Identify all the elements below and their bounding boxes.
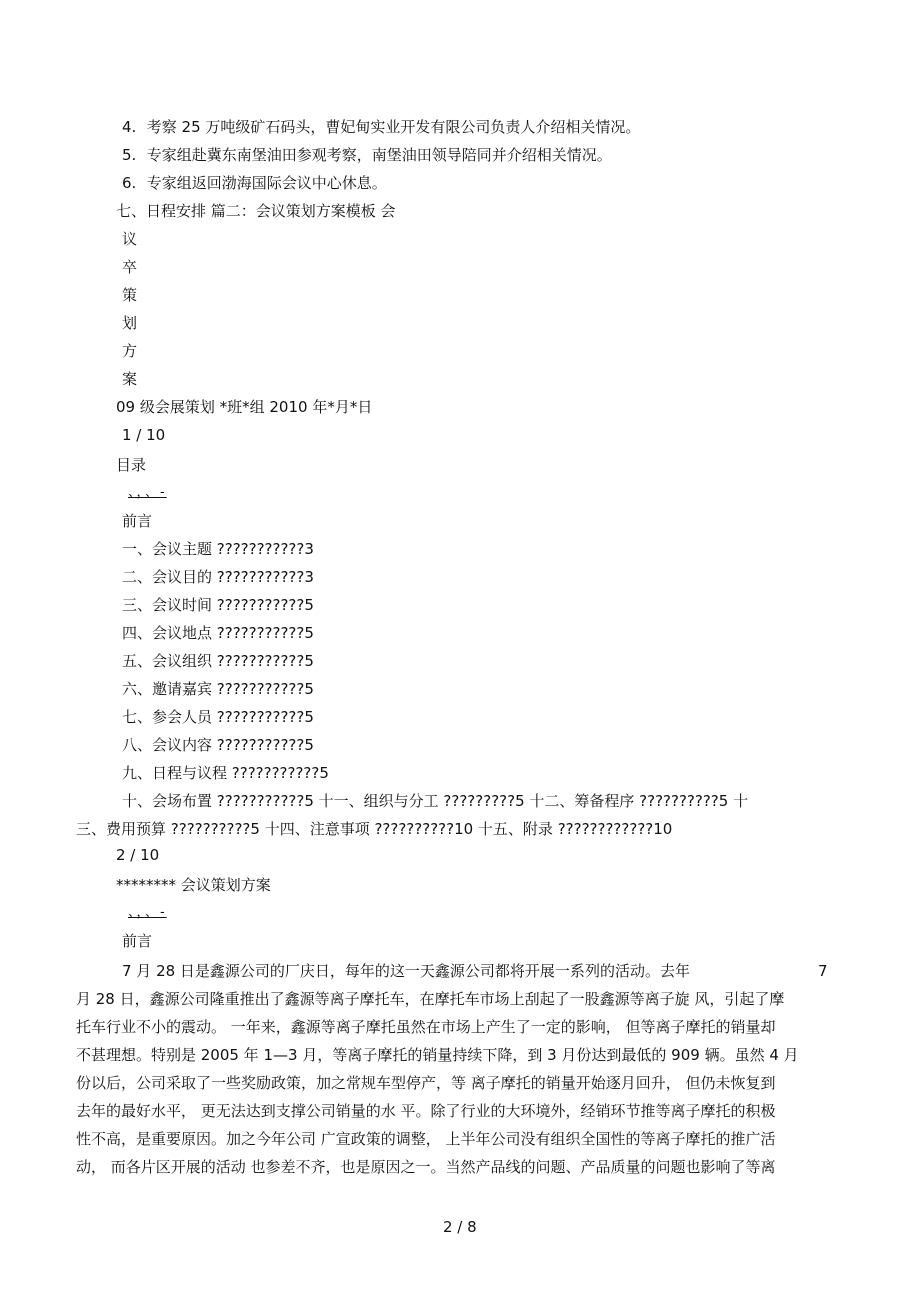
list-number: 6. bbox=[122, 174, 137, 192]
toc-item: 七、参会人员 ???????????5 bbox=[122, 708, 314, 726]
toc-item: 八、会议内容 ???????????5 bbox=[122, 736, 314, 754]
plan-preface: 前言 bbox=[122, 932, 153, 950]
body-line: 份以后，公司采取了一些奖励政策，加之常规车型停产，等 离子摩托的销量开始逐月回升， 但仍未恢复到 bbox=[76, 1074, 776, 1092]
toc-item: 九、日程与议程 ???????????5 bbox=[122, 764, 329, 782]
toc-item: 二、会议目的 ???????????3 bbox=[122, 568, 314, 586]
cover-info: 09 级会展策划 *班*组 2010 年*月*日 bbox=[116, 398, 373, 416]
list-item bbox=[122, 173, 387, 193]
list-item bbox=[122, 117, 640, 137]
toc-item: 四、会议地点 ???????????5 bbox=[122, 624, 314, 642]
toc-run-line: 十、会场布置 ???????????5 十一、组织与分工 ?????????5 十二、筹备程序 ??????????5 十 bbox=[122, 792, 749, 810]
section-heading: 七、日程安排 篇二：会议策划方案模板 会 bbox=[116, 202, 396, 220]
list-text: 专家组返回渤海国际会议中心休息。 bbox=[146, 174, 387, 192]
vertical-char: 案 bbox=[122, 370, 138, 388]
vertical-char: 议 bbox=[122, 230, 138, 248]
page-marker: 2 / 10 bbox=[116, 846, 160, 864]
plan-mark: 、，、- bbox=[128, 905, 167, 920]
page-marker: 1 / 10 bbox=[122, 426, 166, 444]
toc-run-line: 三、费用预算 ??????????5 十四、注意事项 ??????????10 十五、附录 ????????????10 bbox=[76, 820, 673, 838]
toc-preface: 前言 bbox=[122, 512, 153, 530]
toc-item: 五、会议组织 ???????????5 bbox=[122, 652, 314, 670]
body-line: 7 月 28 日是鑫源公司的厂庆日，每年的这一天鑫源公司都将开展一系列的活动。去年 bbox=[122, 962, 690, 980]
list-text: 专家组赴冀东南堡油田参观考察，南堡油田领导陪同并介绍相关情况。 bbox=[146, 146, 612, 164]
list-item bbox=[122, 145, 612, 165]
toc-item: 六、邀请嘉宾 ???????????5 bbox=[122, 680, 314, 698]
toc-item: 三、会议时间 ???????????5 bbox=[122, 596, 314, 614]
body-line: 性不高，是重要原因。加之今年公司 广宣政策的调整， 上半年公司没有组织全国性的等离子摩托的推广活 bbox=[76, 1130, 776, 1148]
toc-item: 一、会议主题 ???????????3 bbox=[122, 540, 314, 558]
list-text: 考察 25 万吨级矿石码头，曹妃甸实业开发有限公司负责人介绍相关情况。 bbox=[146, 118, 641, 136]
vertical-char: 策 bbox=[122, 286, 138, 304]
body-line: 不甚理想。特别是 2005 年 1—3 月，等离子摩托的销量持续下降，到 3 月份达到最低的 909 辆。虽然 4 月 bbox=[76, 1046, 799, 1064]
body-line: 托车行业不小的震动。 一年来，鑫源等离子摩托虽然在市场上产生了一定的影响， 但等离子摩托的销量却 bbox=[76, 1018, 776, 1036]
list-number: 5. bbox=[122, 146, 137, 164]
body-line: 月 28 日，鑫源公司隆重推出了鑫源等离子摩托车，在摩托车市场上刮起了一股鑫源等离子旋 风，引起了摩 bbox=[76, 990, 785, 1008]
toc-title: 目录 bbox=[116, 456, 147, 474]
vertical-char: 卒 bbox=[122, 258, 138, 276]
plan-title: ******** 会议策划方案 bbox=[116, 876, 271, 894]
body-line-end: 7 bbox=[818, 962, 828, 980]
toc-mark: 、，、- bbox=[128, 485, 167, 500]
footer-page-number: 2 / 8 bbox=[443, 1218, 477, 1236]
list-number: 4. bbox=[122, 118, 137, 136]
vertical-char: 方 bbox=[122, 342, 138, 360]
vertical-char: 划 bbox=[122, 314, 138, 332]
body-line: 动， 而各片区开展的活动 也参差不齐，也是原因之一。当然产品线的问题、产品质量的问题也影响了等离 bbox=[76, 1158, 776, 1176]
body-line: 去年的最好水平， 更无法达到支撑公司销量的水 平。除了行业的大环境外，经销环节推等离子摩托的积极 bbox=[76, 1102, 776, 1120]
